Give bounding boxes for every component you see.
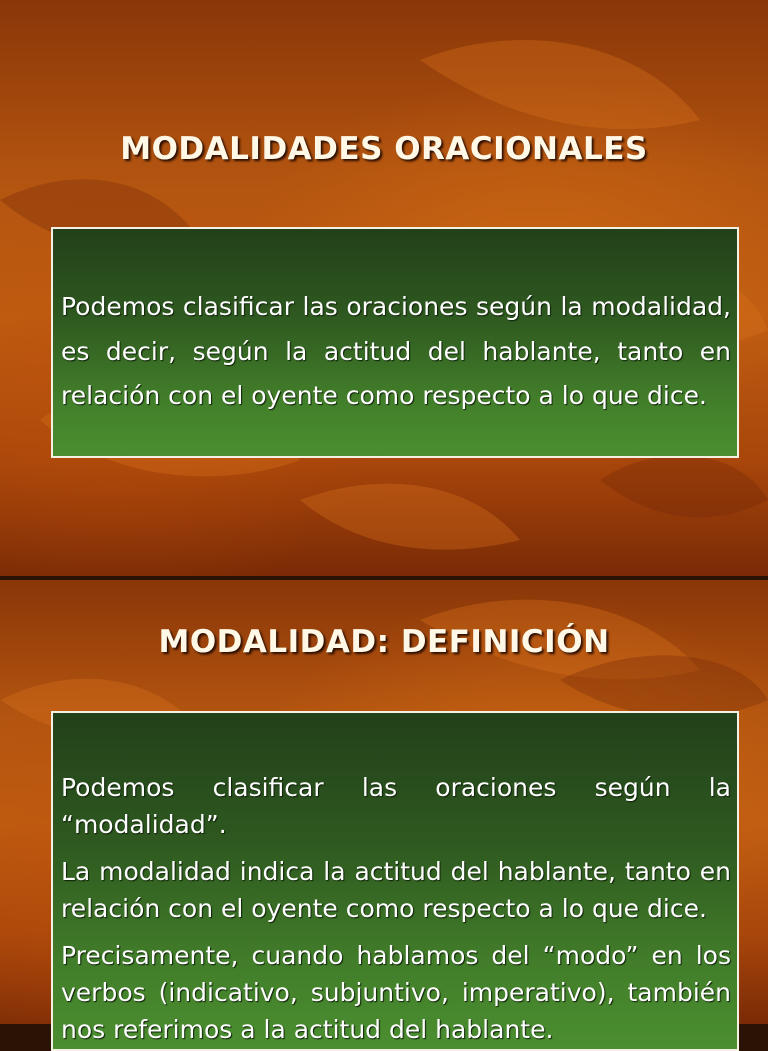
paragraph: La modalidad indica la actitud del hablante, tanto en relación con el oyente como respecto a lo que dice. [61,857,731,923]
paragraph: Precisamente, cuando hablamos del “modo” en los verbos (indicativo, subjuntivo, imperativo), también nos referimos a la actitud del hablante. [61,941,731,1044]
paragraph: Podemos clasificar las oraciones según la modalidad, es decir, según la actitud del hablante, tanto en relación con el oyente como respecto a lo que dice. [61,292,731,410]
content-box [51,227,739,458]
content-box [51,711,739,1051]
paragraph: Podemos clasificar las oraciones según la “modalidad”. [61,773,731,839]
slide-2 [0,580,768,1044]
slide-title: MODALIDAD: DEFINICIÓN [158,624,610,660]
slide-title: MODALIDADES ORACIONALES [120,131,648,167]
